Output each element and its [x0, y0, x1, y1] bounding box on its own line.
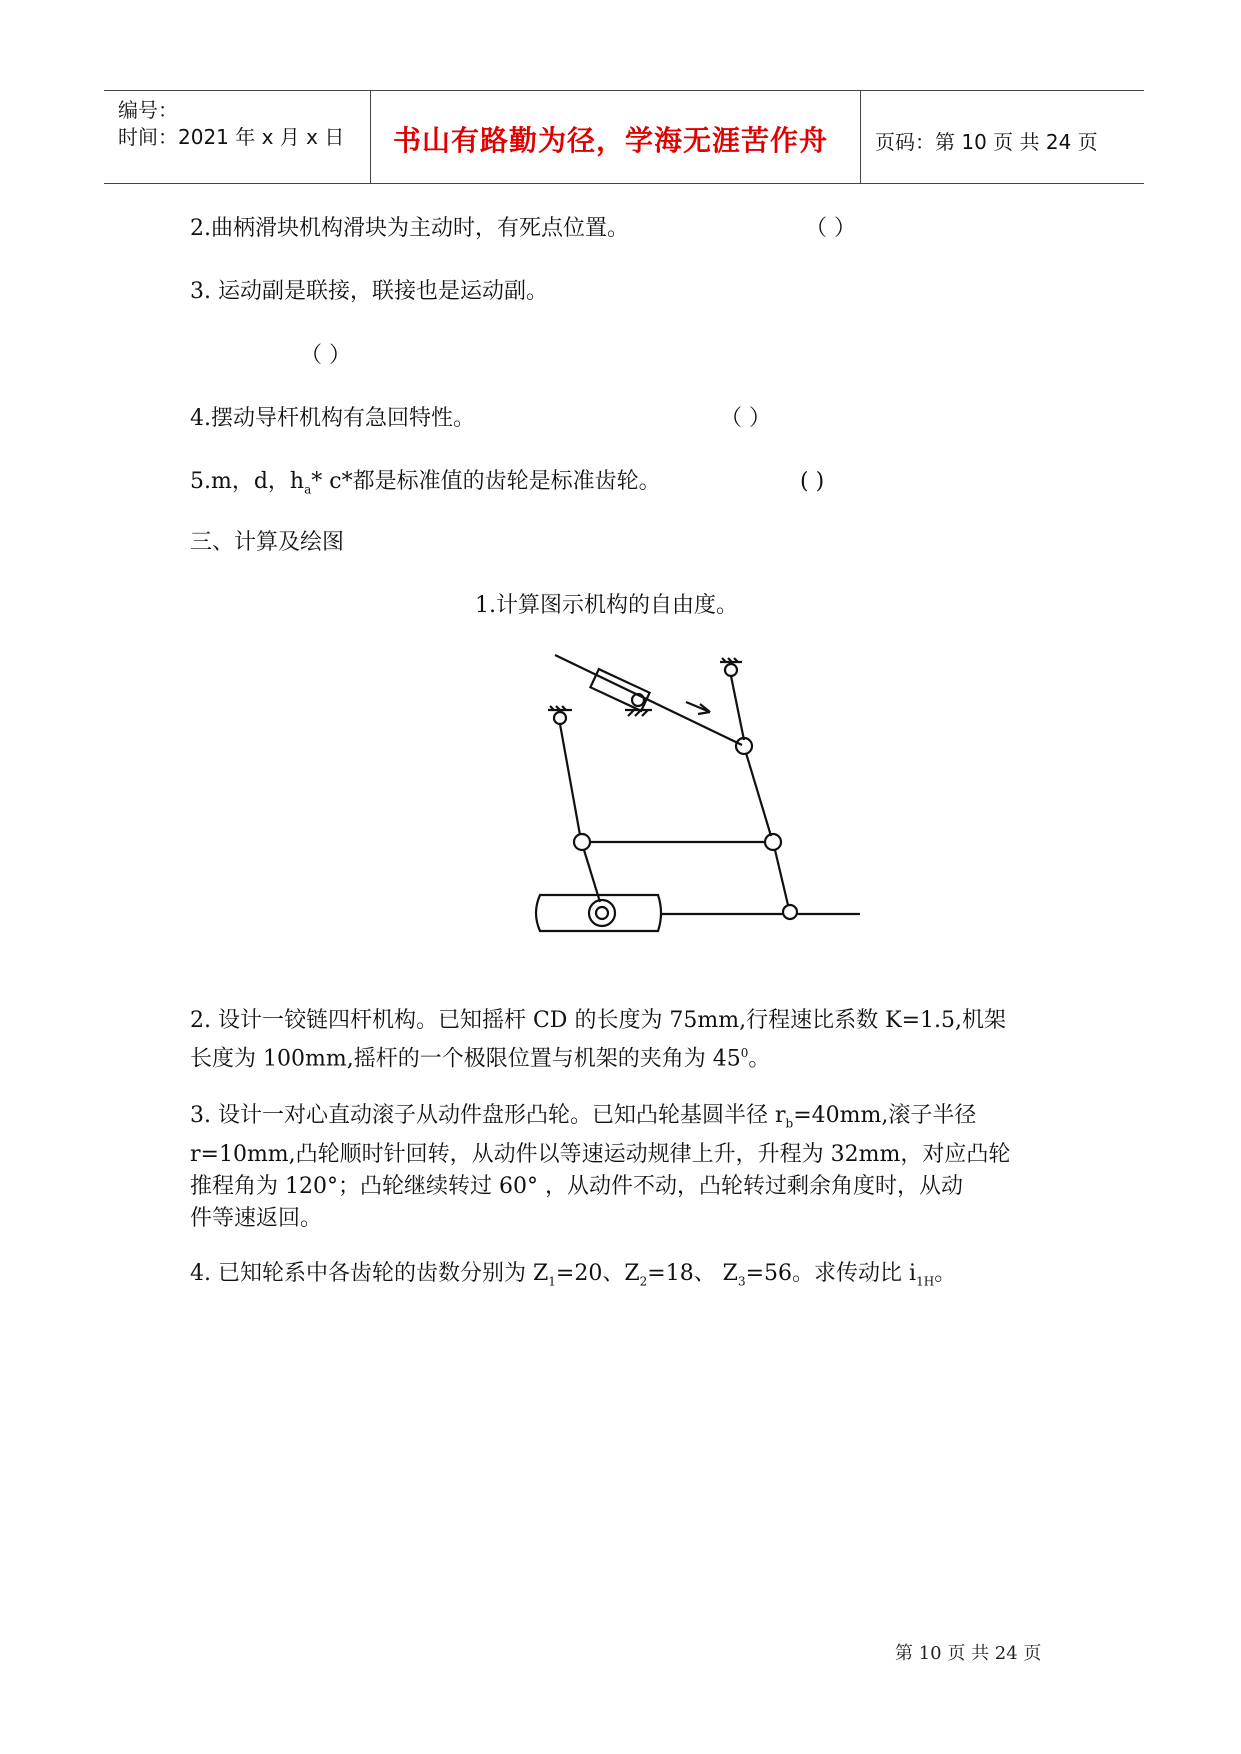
calc-problem-3-line-4: 件等速返回。	[190, 1206, 323, 1232]
header-time-label: 时间：2021 年 x 月 x 日	[118, 125, 345, 149]
question-5	[190, 466, 661, 505]
calc-problem-4-sub-3: 3	[737, 1274, 746, 1289]
header-divider-right	[860, 90, 861, 183]
header-page-code: 页码：第 10 页 共 24 页	[875, 130, 1098, 154]
question-4: 4.摆动导杆机构有急回特性。	[190, 406, 475, 431]
ground-pivot-right	[725, 664, 737, 676]
calc-problem-3-line-3: 推程角为 120°；凸轮继续转过 60° ，从动件不动，凸轮转过剩余角度时，从动	[190, 1174, 963, 1200]
calc-problem-2	[190, 1005, 1070, 1075]
calc-problem-2-line-2	[190, 1037, 1070, 1075]
calc-problem-2-degree-sup: 0	[740, 1046, 749, 1060]
right-rocker-lower	[746, 753, 771, 836]
joint-middle-left	[574, 834, 590, 850]
header-top-rule	[104, 90, 1144, 91]
calc-problem-2-line-2a: 长度为 100mm,摇杆的一个极限位置与机架的夹角为 45	[190, 1046, 741, 1072]
ground-hatch-right	[720, 658, 742, 662]
question-2-text: 2.曲柄滑块机构滑块为主动时，有死点位置。	[190, 216, 629, 241]
ground-pivot-left	[554, 712, 566, 724]
calc-problem-1: 1.计算图示机构的自由度。	[475, 593, 738, 618]
guide-rod	[555, 655, 742, 745]
header-bottom-rule	[104, 183, 1144, 184]
calc-problem-3-line-1	[190, 1100, 1070, 1139]
joint-bottom-right	[783, 905, 797, 919]
question-3: 3. 运动副是联接，联接也是运动副。	[190, 279, 548, 304]
joint-upper-right	[736, 738, 752, 754]
ground-hatch-left	[548, 706, 572, 710]
section-3-heading: 三、计算及绘图	[190, 530, 345, 555]
question-4-answer-blank[interactable]: （ ）	[720, 406, 771, 431]
calc-problem-4-sub-2: 2	[639, 1274, 648, 1289]
question-3-answer-blank[interactable]: （ ）	[300, 343, 351, 368]
right-link-lower	[775, 850, 788, 905]
page-footer: 第 10 页 共 24 页	[895, 1643, 1042, 1664]
left-link-upper	[560, 724, 580, 835]
calc-problem-3-sub-b: b	[785, 1116, 794, 1131]
question-2-answer-blank[interactable]: （ ）	[805, 216, 856, 241]
bottom-pivot-inner	[596, 907, 608, 919]
calc-problem-4	[190, 1258, 956, 1297]
question-5-part-c: *都是标准值的齿轮是标准齿轮。	[341, 469, 661, 494]
calc-problem-4-sub-4: 1H	[916, 1274, 935, 1289]
calc-problem-4-part-c: =18、 Z	[647, 1261, 738, 1286]
header-divider-left	[370, 90, 371, 183]
calc-problem-2-line-2b: 。	[748, 1046, 771, 1072]
question-5-part-a: 5.m，d，h	[190, 469, 305, 494]
right-rocker-upper	[731, 676, 744, 740]
calc-problem-4-part-e: 。	[934, 1261, 957, 1286]
mechanism-diagram	[520, 640, 870, 940]
joint-middle-right	[765, 834, 781, 850]
header-motto: 书山有路勤为径，学海无涯苦作舟	[393, 124, 829, 157]
calc-problem-3-line-1a: 3. 设计一对心直动滚子从动件盘形凸轮。已知凸轮基圆半径 r	[190, 1103, 786, 1128]
header-number-label: 编号：	[118, 98, 178, 122]
calc-problem-3-line-1b: =40mm,滚子半径	[793, 1103, 977, 1128]
question-2	[190, 213, 629, 245]
calc-problem-4-part-b: =20、Z	[555, 1261, 640, 1286]
question-5-sub-a: a	[304, 482, 312, 497]
calc-problem-2-line-1: 2. 设计一铰链四杆机构。已知摇杆 CD 的长度为 75mm,行程速比系数 K=1.5,机架	[190, 1008, 1006, 1033]
calc-problem-3	[190, 1100, 1070, 1235]
question-5-part-b: * c	[311, 469, 342, 494]
bottom-pivot-outer	[589, 900, 615, 926]
calc-problem-4-part-a: 4. 已知轮系中各齿轮的齿数分别为 Z	[190, 1261, 549, 1286]
calc-problem-4-part-d: =56。求传动比 i	[745, 1261, 917, 1286]
slider-ground-hatch	[625, 710, 652, 716]
calc-problem-3-line-2: r=10mm,凸轮顺时针回转，从动件以等速运动规律上升，升程为 32mm，对应凸轮	[190, 1142, 1011, 1168]
question-5-answer-blank[interactable]: ( )	[800, 469, 825, 494]
calc-problem-4-sub-1: 1	[548, 1274, 556, 1289]
